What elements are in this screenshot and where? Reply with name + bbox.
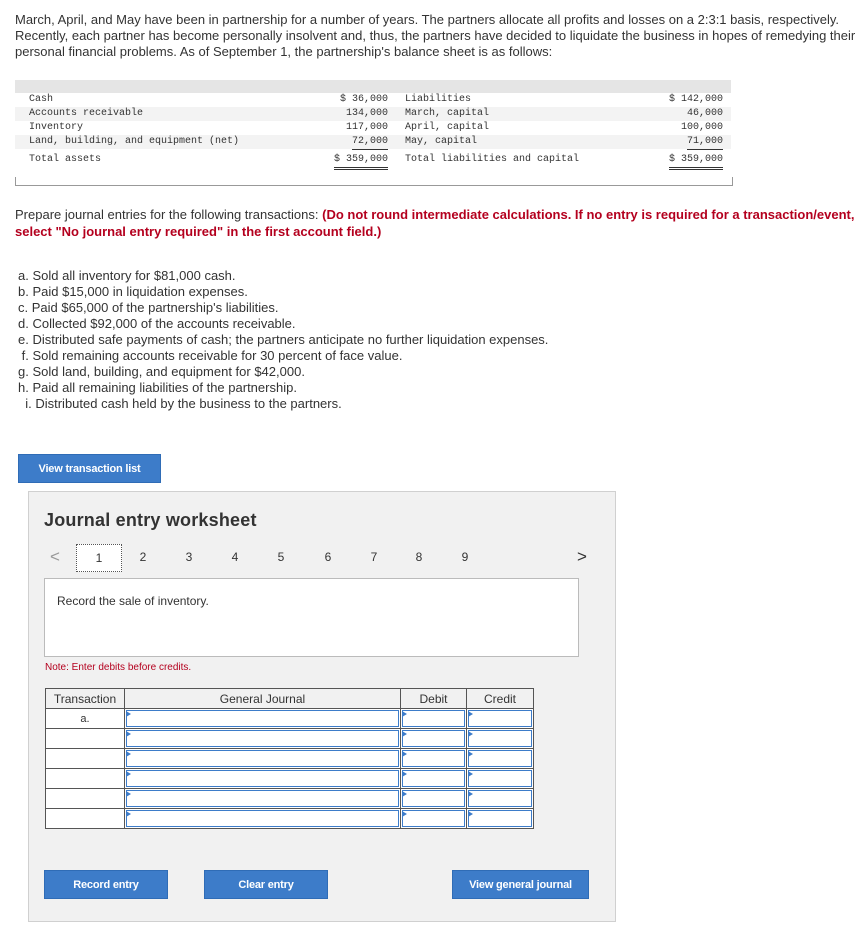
transaction-item: a. Sold all inventory for $81,000 cash.	[18, 268, 236, 283]
transaction-item: e. Distributed safe payments of cash; the partners anticipate no further liquidation expenses.	[18, 332, 549, 347]
col-header-transaction: Transaction	[46, 689, 125, 709]
pager-page-5[interactable]: 5	[277, 550, 285, 564]
debit-field[interactable]	[401, 769, 467, 789]
credit-field-input[interactable]	[468, 710, 532, 727]
field-marker-icon	[126, 751, 131, 757]
asset-label: Total assets	[29, 154, 102, 165]
col-header-general-journal: General Journal	[125, 689, 401, 709]
liability-capital-amount: $ 359,000	[669, 153, 723, 170]
liability-capital-amount: 71,000	[687, 135, 723, 150]
field-marker-icon	[402, 791, 407, 797]
transaction-item: c. Paid $65,000 of the partnership's liabilities.	[18, 300, 279, 315]
account-field[interactable]	[125, 709, 401, 729]
liability-capital-label: March, capital	[405, 108, 490, 119]
transaction-item: g. Sold land, building, and equipment for $42,000.	[18, 364, 305, 379]
transaction-item: d. Collected $92,000 of the accounts receivable.	[18, 316, 296, 331]
debit-field[interactable]	[401, 749, 467, 769]
field-marker-icon	[468, 731, 473, 737]
account-field-input[interactable]	[126, 750, 399, 767]
field-marker-icon	[402, 751, 407, 757]
debit-field[interactable]	[401, 789, 467, 809]
balance-sheet-footer-bar	[15, 177, 733, 186]
field-marker-icon	[468, 771, 473, 777]
credit-field-input[interactable]	[468, 730, 532, 747]
account-field-input[interactable]	[126, 710, 399, 727]
debit-field-input[interactable]	[402, 730, 465, 747]
field-marker-icon	[468, 751, 473, 757]
view-transaction-list-button[interactable]: View transaction list	[18, 454, 161, 483]
debit-field[interactable]	[401, 809, 467, 829]
worksheet-pager	[29, 542, 617, 572]
pager-page-9[interactable]: 9	[461, 550, 469, 564]
journal-row	[46, 769, 534, 789]
transaction-cell	[46, 729, 125, 749]
credit-field[interactable]	[467, 729, 534, 749]
transaction-cell	[46, 769, 125, 789]
balance-sheet-row	[15, 107, 731, 121]
transaction-item: b. Paid $15,000 in liquidation expenses.	[18, 284, 248, 299]
credit-field[interactable]	[467, 709, 534, 729]
clear-entry-button[interactable]: Clear entry	[204, 870, 328, 899]
transaction-cell	[46, 749, 125, 769]
balance-sheet-row	[15, 135, 731, 149]
pager-page-4[interactable]: 4	[231, 550, 239, 564]
field-marker-icon	[402, 771, 407, 777]
transaction-cell	[46, 789, 125, 809]
journal-row	[46, 729, 534, 749]
journal-entry-worksheet	[28, 491, 616, 922]
balance-sheet-row	[15, 153, 731, 167]
account-field-input[interactable]	[126, 790, 399, 807]
field-marker-icon	[126, 711, 131, 717]
credit-field[interactable]	[467, 789, 534, 809]
credit-field[interactable]	[467, 769, 534, 789]
entry-description: Record the sale of inventory.	[57, 594, 209, 608]
liability-capital-amount: 46,000	[686, 108, 723, 119]
view-general-journal-button[interactable]: View general journal	[452, 870, 589, 899]
journal-row	[46, 749, 534, 769]
field-marker-icon	[126, 811, 131, 817]
instructions-lead: Prepare journal entries for the following transactions:	[15, 207, 323, 222]
transaction-list	[18, 268, 548, 412]
account-field-input[interactable]	[126, 810, 399, 827]
debit-field-input[interactable]	[402, 750, 465, 767]
field-marker-icon	[402, 811, 407, 817]
account-field[interactable]	[125, 789, 401, 809]
transaction-cell: a.	[46, 709, 125, 729]
asset-label: Cash	[29, 94, 54, 105]
pager-next-icon[interactable]: >	[577, 547, 587, 566]
field-marker-icon	[126, 731, 131, 737]
liability-capital-amount: 100,000	[680, 122, 723, 133]
field-marker-icon	[126, 771, 131, 777]
credit-field-input[interactable]	[468, 750, 532, 767]
pager-page-2[interactable]: 2	[139, 550, 147, 564]
account-field[interactable]	[125, 729, 401, 749]
balance-sheet	[15, 80, 731, 186]
credit-field[interactable]	[467, 749, 534, 769]
transaction-item: i. Distributed cash held by the business to the partners.	[18, 396, 342, 411]
debit-field[interactable]	[401, 709, 467, 729]
account-field[interactable]	[125, 749, 401, 769]
debit-field-input[interactable]	[402, 710, 465, 727]
account-field-input[interactable]	[126, 770, 399, 787]
transaction-item: h. Paid all remaining liabilities of the partnership.	[18, 380, 297, 395]
col-header-debit: Debit	[401, 689, 467, 709]
debit-field-input[interactable]	[402, 810, 465, 827]
asset-amount: 72,000	[352, 135, 388, 150]
record-entry-button[interactable]: Record entry	[44, 870, 168, 899]
instructions	[15, 206, 860, 240]
debit-field[interactable]	[401, 729, 467, 749]
asset-label: Accounts receivable	[29, 108, 144, 119]
credit-field[interactable]	[467, 809, 534, 829]
asset-amount: $ 359,000	[334, 153, 388, 170]
balance-sheet-header-bar	[15, 80, 731, 93]
field-marker-icon	[402, 711, 407, 717]
asset-label: Land, building, and equipment (net)	[29, 136, 240, 147]
problem-intro: March, April, and May have been in partnership for a number of years. The partners allocate all profits and losses on a 2:3:1 basis, respectively. Recently, each partner has become personally insolvent and, thus, the partners have decided to liquidate the business in hopes of remedying their personal financial problems. As of September 1, the partnership's balance sheet is as follows:	[15, 12, 856, 59]
credit-field-input[interactable]	[468, 790, 532, 807]
entry-description-box	[44, 578, 579, 657]
account-field[interactable]	[125, 809, 401, 829]
asset-label: Inventory	[29, 122, 84, 133]
liability-capital-amount: $ 142,000	[668, 94, 723, 105]
journal-table	[45, 688, 534, 829]
worksheet-title: Journal entry worksheet	[44, 510, 257, 530]
asset-amount: $ 36,000	[339, 94, 388, 105]
liability-capital-label: Liabilities	[405, 94, 472, 105]
liability-capital-label: Total liabilities and capital	[405, 154, 580, 165]
balance-sheet-row	[15, 121, 731, 135]
field-marker-icon	[126, 791, 131, 797]
field-marker-icon	[468, 811, 473, 817]
pager-page-3[interactable]: 3	[185, 550, 193, 564]
field-marker-icon	[402, 731, 407, 737]
col-header-credit: Credit	[467, 689, 534, 709]
credit-field-input[interactable]	[468, 810, 532, 827]
field-marker-icon	[468, 711, 473, 717]
account-field-input[interactable]	[126, 730, 399, 747]
pager-page-6[interactable]: 6	[324, 550, 332, 564]
pager-page-7[interactable]: 7	[370, 550, 378, 564]
debit-field-input[interactable]	[402, 790, 465, 807]
balance-sheet-row	[15, 93, 731, 107]
instructions-emphasis: (Do not round intermediate calculations. If no entry is required for a transaction/event, select "No journal entry required" in the first account field.)	[15, 207, 855, 239]
pager-prev-icon[interactable]: <	[50, 547, 60, 566]
field-marker-icon	[468, 791, 473, 797]
liability-capital-label: April, capital	[405, 122, 490, 133]
liability-capital-label: May, capital	[405, 136, 478, 147]
asset-amount: 134,000	[345, 108, 388, 119]
account-field[interactable]	[125, 769, 401, 789]
pager-page-1[interactable]: 1	[76, 544, 122, 572]
pager-page-8[interactable]: 8	[415, 550, 423, 564]
credit-field-input[interactable]	[468, 770, 532, 787]
journal-row	[46, 789, 534, 809]
journal-row	[46, 709, 534, 729]
transaction-item: f. Sold remaining accounts receivable for 30 percent of face value.	[18, 348, 403, 363]
journal-row	[46, 809, 534, 829]
debit-credit-note: Note: Enter debits before credits.	[45, 662, 192, 673]
debit-field-input[interactable]	[402, 770, 465, 787]
asset-amount: 117,000	[345, 122, 388, 133]
transaction-cell	[46, 809, 125, 829]
